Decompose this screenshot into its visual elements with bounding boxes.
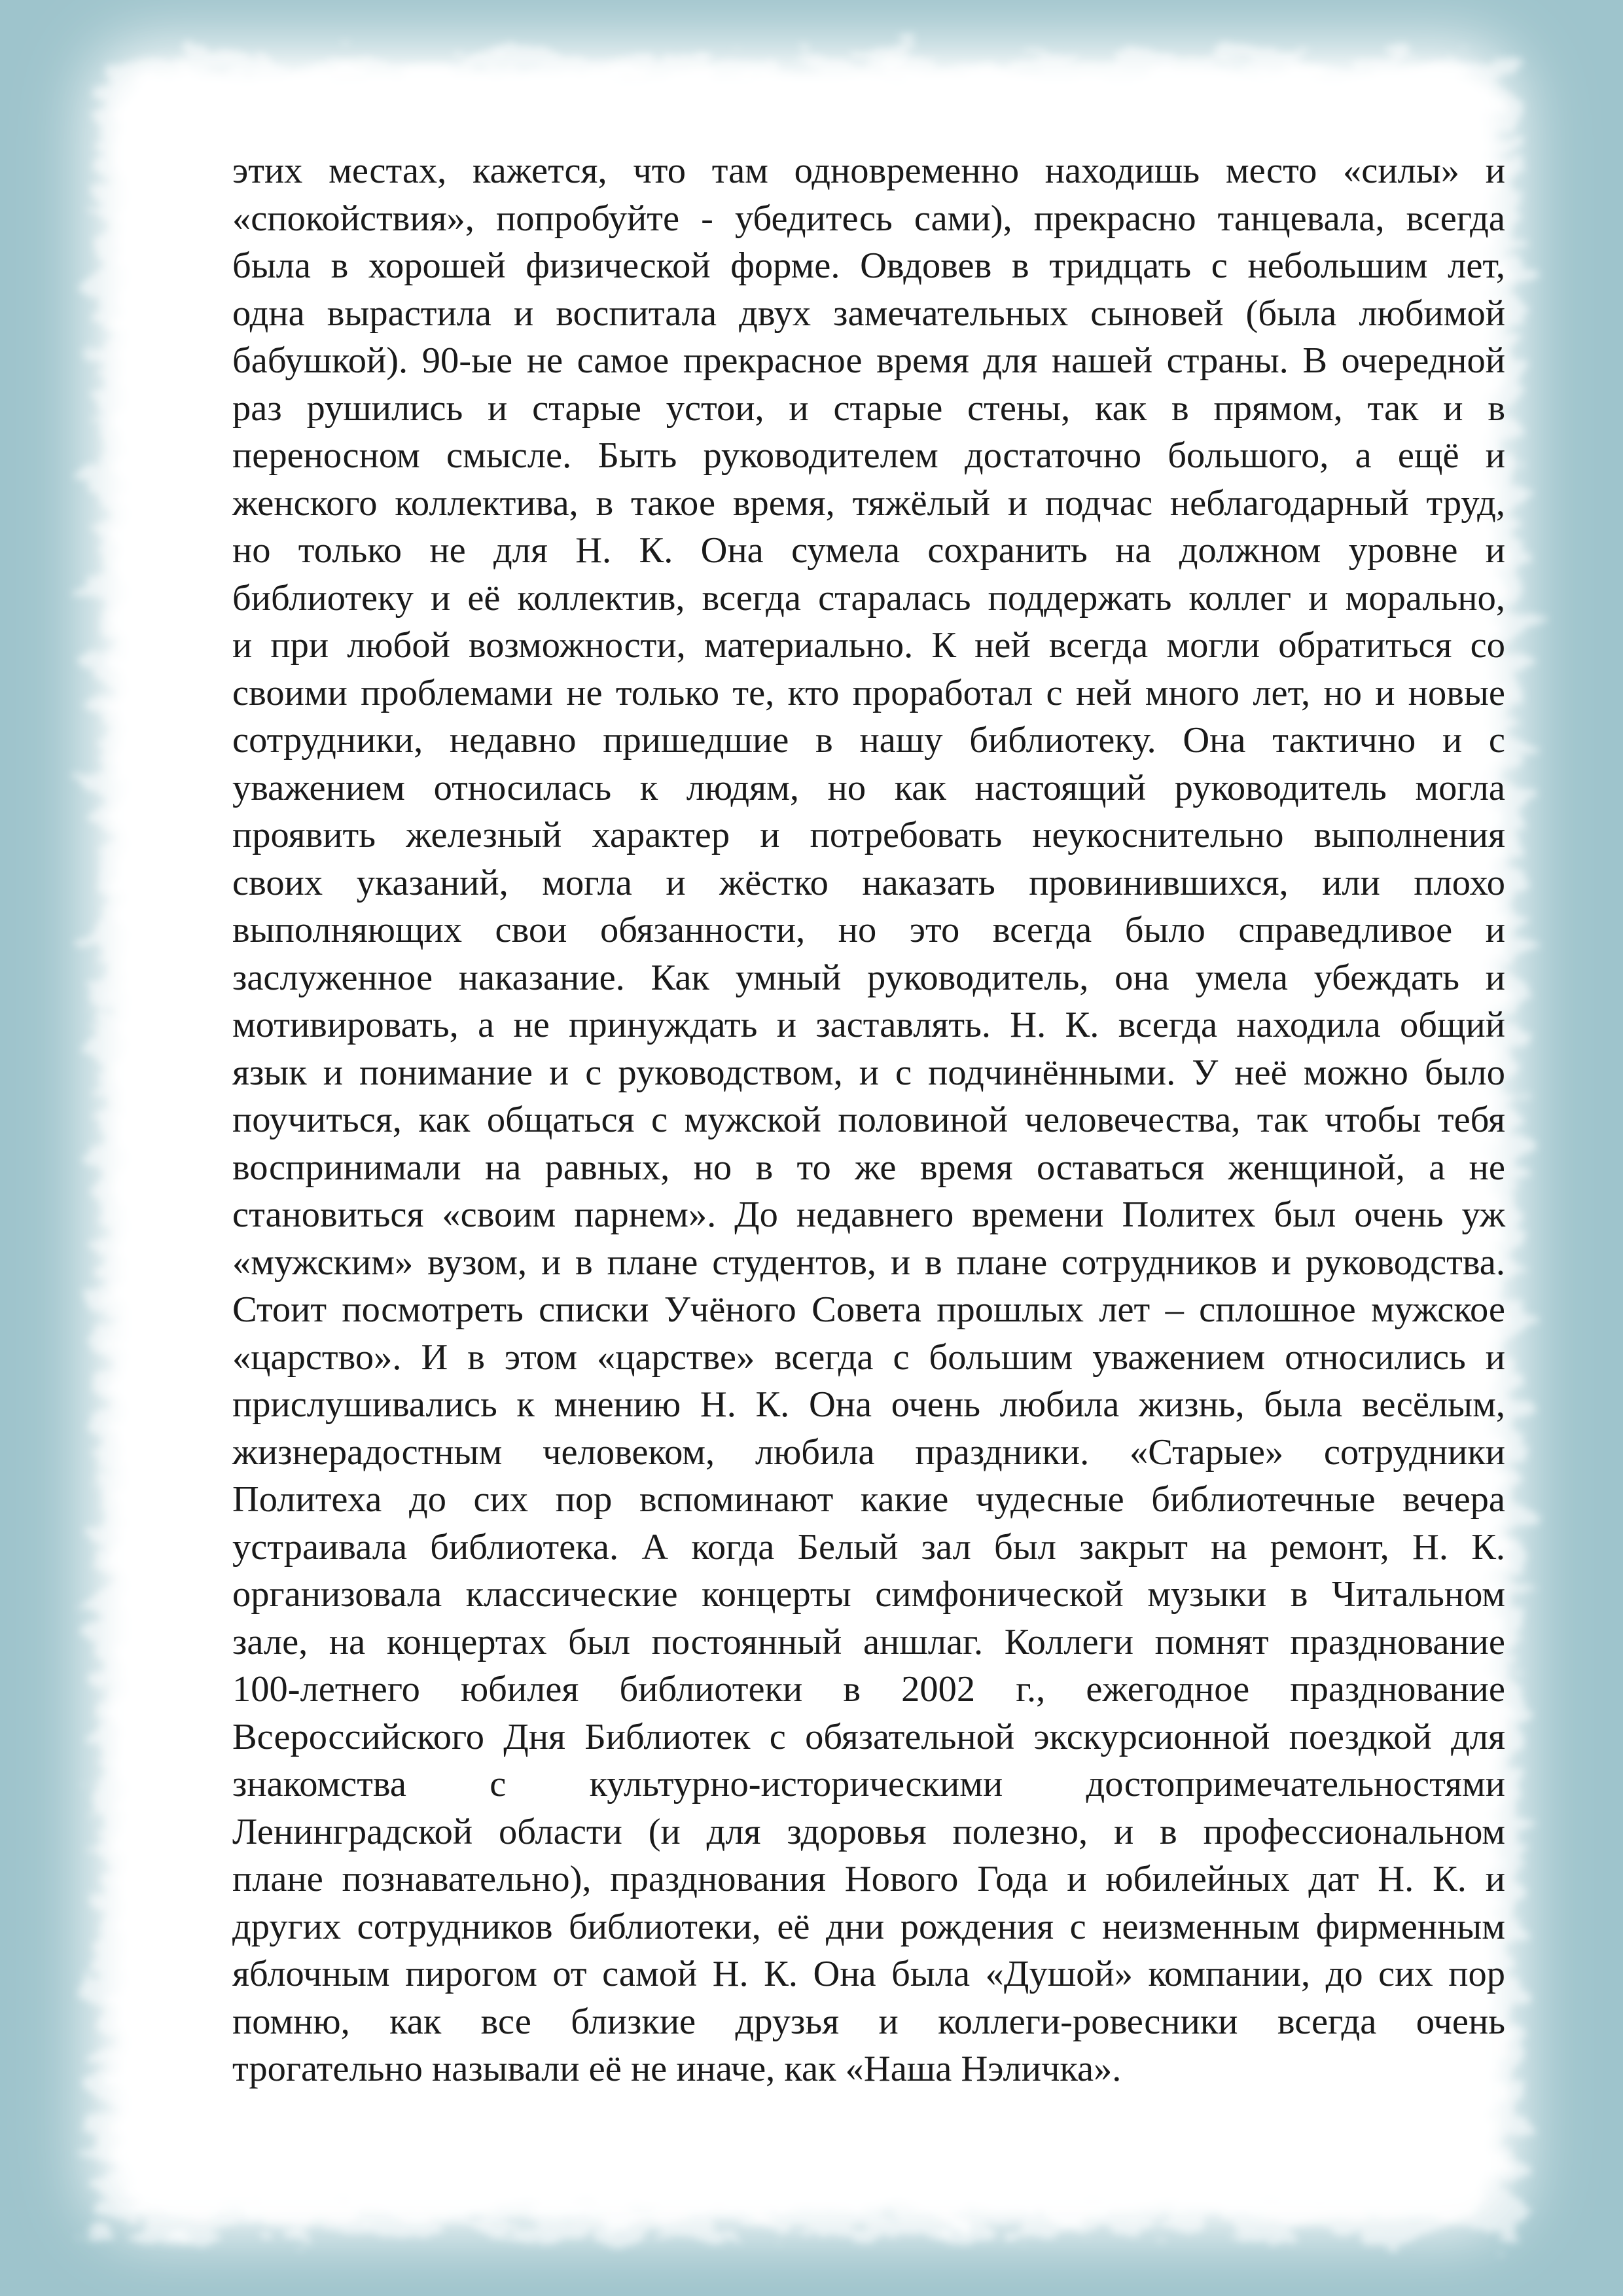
text-line: заслуженное наказание. Как умный руководитель, она умела убеждать и: [232, 957, 1505, 998]
text-line: воспринимали на равных, но в то же время оставаться женщиной, а не: [232, 1147, 1505, 1188]
text-line: уважением относилась к людям, но как настоящий руководитель могла: [232, 767, 1505, 808]
text-line: «спокойствия», попробуйте - убедитесь сами), прекрасно танцевала, всегда: [232, 198, 1505, 239]
text-line: библиотеку и её коллектив, всегда старалась поддержать коллег и морально,: [232, 577, 1505, 619]
body-text: [232, 147, 1505, 2093]
text-line: Всероссийского Дня Библиотек с обязательной экскурсионной поездкой для: [232, 1716, 1505, 1757]
text-line: но только не для Н. К. Она сумела сохранить на должном уровне и: [232, 530, 1505, 571]
text-line: устраивала библиотека. А когда Белый зал был закрыт на ремонт, Н. К.: [232, 1526, 1505, 1568]
text-line: знакомства с культурно-историческими достопримечательностями: [232, 1764, 1505, 1804]
text-line: раз рушились и старые устои, и старые стены, как в прямом, так и в: [232, 387, 1505, 429]
text-line: сотрудники, недавно пришедшие в нашу библиотеку. Она тактично и с: [232, 720, 1505, 761]
text-line: переносном смысле. Быть руководителем достаточно большого, а ещё и: [232, 435, 1505, 476]
text-line: плане познавательно), празднования Нового Года и юбилейных дат Н. К. и: [232, 1859, 1505, 1899]
text-line: других сотрудников библиотеки, её дни рождения с неизменным фирменным: [232, 1906, 1505, 1947]
text-line: мотивировать, а не принуждать и заставлять. Н. К. всегда находила общий: [232, 1005, 1505, 1045]
text-line: своими проблемами не только те, кто проработал с ней много лет, но и новые: [232, 672, 1505, 713]
text-line: своих указаний, могла и жёстко наказать провинившихся, или плохо: [232, 862, 1505, 903]
text-line: яблочным пирогом от самой Н. К. Она была «Душой» компании, до сих пор: [232, 1954, 1505, 1994]
text-line: помню, как все близкие друзья и коллеги-ровесники всегда очень: [232, 2001, 1505, 2042]
text-line: выполняющих свои обязанности, но это всегда было справедливое и: [232, 910, 1505, 950]
text-line: Стоит посмотреть списки Учёного Совета прошлых лет – сплошное мужское: [232, 1289, 1505, 1330]
text-line: была в хорошей физической форме. Овдовев в тридцать с небольшим лет,: [232, 245, 1505, 286]
text-line: Ленинградской области (и для здоровья полезно, и в профессиональном: [232, 1811, 1505, 1852]
text-line: бабушкой). 90-ые не самое прекрасное время для нашей страны. В очередной: [232, 340, 1505, 381]
text-line: женского коллектива, в такое время, тяжёлый и подчас неблагодарный труд,: [232, 482, 1505, 524]
text-line: зале, на концертах был постоянный аншлаг. Коллеги помнят празднование: [232, 1621, 1505, 1662]
text-line: «мужским» вузом, и в плане студентов, и в плане сотрудников и руководства.: [232, 1242, 1505, 1283]
text-line: трогательно называли её не иначе, как «Наша Нэличка».: [232, 2049, 1122, 2089]
text-line: «царство». И в этом «царстве» всегда с большим уважением относились и: [232, 1336, 1505, 1378]
text-line: проявить железный характер и потребовать неукоснительно выполнения: [232, 815, 1505, 855]
text-line: и при любой возможности, материально. К ней всегда могли обратиться со: [232, 625, 1505, 666]
text-line: поучиться, как общаться с мужской половиной человечества, так чтобы тебя: [232, 1100, 1505, 1140]
text-line: становиться «своим парнем». До недавнего времени Политех был очень уж: [232, 1194, 1505, 1235]
text-line: 100-летнего юбилея библиотеки в 2002 г., ежегодное празднование: [232, 1669, 1505, 1710]
text-line: организовала классические концерты симфонической музыки в Читальном: [232, 1574, 1505, 1615]
text-line: одна вырастила и воспитала двух замечательных сыновей (была любимой: [232, 293, 1505, 334]
text-line: прислушивались к мнению Н. К. Она очень любила жизнь, была весёлым,: [232, 1384, 1505, 1425]
text-line: Политеха до сих пор вспоминают какие чудесные библиотечные вечера: [232, 1479, 1505, 1520]
text-line: язык и понимание и с руководством, и с подчинёнными. У неё можно было: [232, 1052, 1505, 1093]
text-line: жизнерадостным человеком, любила праздники. «Старые» сотрудники: [232, 1431, 1505, 1473]
text-line: этих местах, кажется, что там одновременно находишь место «силы» и: [232, 151, 1505, 191]
